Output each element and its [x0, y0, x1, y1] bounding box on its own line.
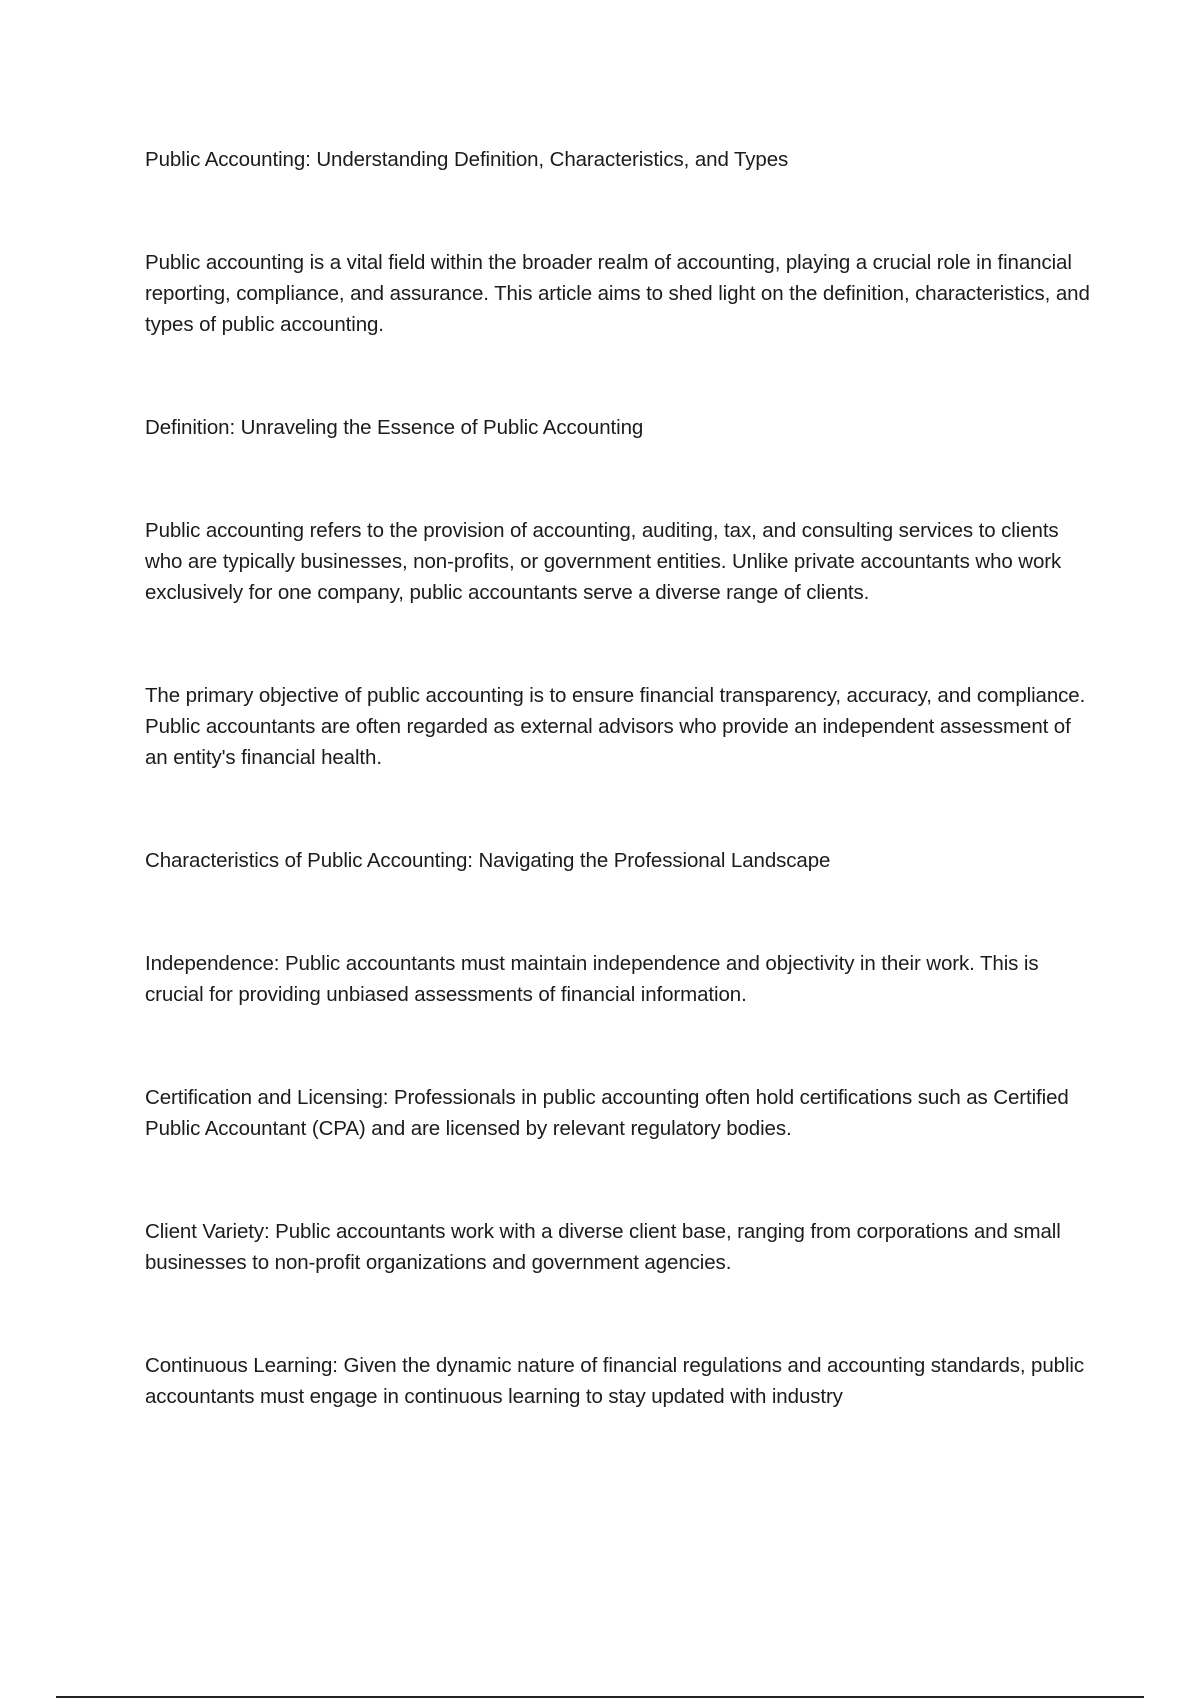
document-body: [145, 144, 1095, 1412]
definition-paragraph: Public accounting refers to the provision of accounting, auditing, tax, and consulting services to clients who are typically businesses, non-profits, or government entities. Unlike private accountants who work exclusively for one company, public accountants serve a diverse range of clients.: [145, 519, 1062, 604]
characteristics-heading: Characteristics of Public Accounting: Navigating the Professional Landscape: [145, 849, 831, 872]
page-bottom-rule: [56, 1696, 1144, 1698]
certification-paragraph: Certification and Licensing: Professionals in public accounting often hold certifications such as Certified Public Accountant (CPA) and are licensed by relevant regulatory bodies.: [145, 1086, 1069, 1140]
document-title: Public Accounting: Understanding Definition, Characteristics, and Types: [145, 148, 789, 171]
intro-paragraph: Public accounting is a vital field within the broader realm of accounting, playing a crucial role in financial reporting, compliance, and assurance. This article aims to shed light on the definition, characteristics, and types of public accounting.: [145, 251, 1090, 336]
client-variety-paragraph: Client Variety: Public accountants work with a diverse client base, ranging from corporations and small businesses to non-profit organizations and government agencies.: [145, 1220, 1061, 1274]
independence-paragraph: Independence: Public accountants must maintain independence and objectivity in their work. This is crucial for providing unbiased assessments of financial information.: [145, 952, 1039, 1006]
definition-heading: Definition: Unraveling the Essence of Public Accounting: [145, 416, 644, 439]
objective-paragraph: The primary objective of public accounting is to ensure financial transparency, accuracy, and compliance. Public accountants are often regarded as external advisors who provide an independent assessment of an entity's financial health.: [145, 684, 1086, 769]
continuous-learning-paragraph: Continuous Learning: Given the dynamic nature of financial regulations and accounting standards, public accountants must engage in continuous learning to stay updated with industry: [145, 1354, 1084, 1408]
